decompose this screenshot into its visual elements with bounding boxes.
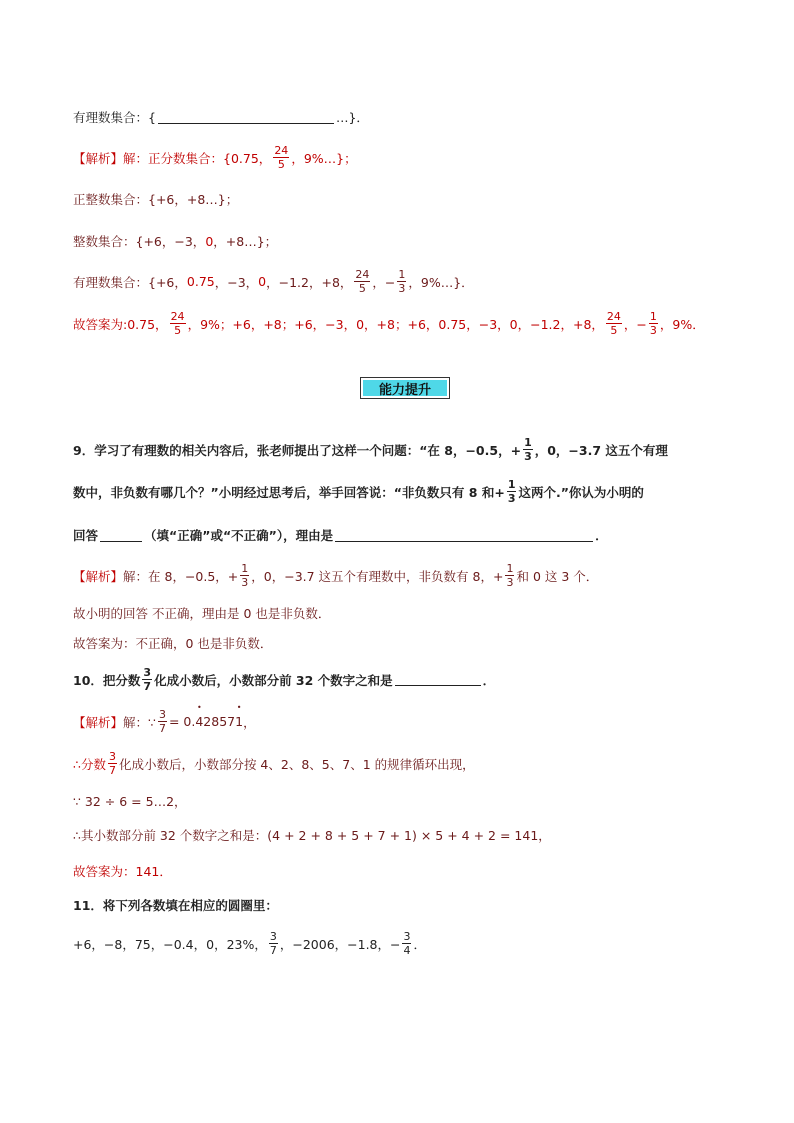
question-11-line-2: +6，−8，75，−0.4，0，23%， $\frac{3}{7}$ ，−2006，−1.8，− $\frac{3}{4}$ ．: [73, 930, 426, 957]
answer-blank[interactable]: [158, 111, 334, 124]
solution-positive-integers: 正整数集合：{+6，+8…}；: [73, 192, 239, 207]
solution-10-line-5: 故答案为：141．: [73, 864, 172, 879]
fraction: $\frac{24}{5}$: [274, 144, 289, 171]
answer-blank[interactable]: [395, 673, 481, 686]
solution-10-line-2: ∴分数 $\frac{3}{7}$ 化成小数后，小数部分按 4、2、8、5、7、1 的规律循环出现，: [73, 750, 475, 777]
fraction: $\frac{3}{7}$: [108, 750, 116, 777]
fraction: $\frac{1}{3}$: [524, 436, 532, 463]
fraction: $\frac{1}{3}$: [398, 268, 406, 295]
analysis-tag: 【解析】: [73, 150, 124, 166]
solution-10-line-4: ∴其小数部分前 32 个数字之和是：(4 + 2 + 8 + 5 + 7 + 1) × 5 + 4 + 2 = 141，: [73, 828, 551, 843]
solution-9-line-3: 故答案为：不正确，0 也是非负数．: [73, 636, 273, 651]
solution-10-line-3: ∵ 32 ÷ 6 = 5…2，: [73, 794, 187, 809]
reason-blank[interactable]: [335, 529, 593, 542]
fraction: $\frac{1}{3}$: [507, 478, 516, 505]
solution-integers: 整数集合：{+6，−3， 0 ，+8…}；: [73, 233, 278, 249]
answer-line-sets: 故答案为: 0.75， $\frac{24}{5}$ ，9%；+6，+8；+6，−3，0，+8；+6，0.75，−3，0，−1.2，+8， $\frac{24}{5}$ ，− $\frac{1}{3}$ ，9%．: [73, 310, 705, 337]
solution-10-line-1: 【解析】 解：∵ $\frac{3}{7}$ = 0. • 4 2857 • 1 ，: [73, 708, 256, 735]
fraction: $\frac{24}{5}$: [170, 310, 185, 337]
question-9-line-2: 数中，非负数有哪几个？”小明经过思考后，举手回答说：“非负数只有 8 和+ $\frac{1}{3}$ 这两个.”你认为小明的: [73, 478, 644, 505]
fraction: $\frac{24}{5}$: [606, 310, 621, 337]
fraction: $\frac{1}{3}$: [241, 562, 249, 589]
solution-positive-fractions: 【解析】 解：正分数集合：{0.75， $\frac{24}{5}$ ，9%…}；: [73, 144, 357, 171]
question-9-line-1: 9．学习了有理数的相关内容后，张老师提出了这样一个问题：“在 8，−0.5，+ $\frac{1}{3}$ ，0，−3.7 这五个有理: [73, 436, 668, 463]
fraction: $\frac{3}{4}$: [403, 930, 411, 957]
repeating-digit-end: • 1: [235, 714, 243, 729]
solution-rationals: 有理数集合：{+6， 0.75 ，−3， 0 ，−1.2，+8， $\frac{24}{5}$ ，− $\frac{1}{3}$ ，9%…}．: [73, 268, 474, 295]
fraction: $\frac{3}{7}$: [269, 930, 277, 957]
fraction: $\frac{3}{7}$: [158, 708, 166, 735]
solution-9-line-1: 【解析】 解：在 8，−0.5，+ $\frac{1}{3}$ ，0，−3.7 这五个有理数中，非负数有 8，+ $\frac{1}{3}$ 和 0 这 3 个．: [73, 562, 599, 589]
question-9-line-3: 回答 （填“正确”或“不正确”），理由是 ．: [73, 528, 608, 543]
fraction: $\frac{24}{5}$: [355, 268, 370, 295]
rational-set-question: 有理数集合：{ …}．: [73, 110, 369, 125]
question-11-line-1: 11．将下列各数填在相应的圆圈里：: [73, 898, 278, 913]
fraction: $\frac{1}{3}$: [649, 310, 657, 337]
analysis-tag: 【解析】: [73, 568, 124, 584]
section-title-ability: 能力提升: [360, 377, 450, 399]
solution-9-line-2: 故小明的回答 不正确，理由是 0 也是非负数．: [73, 606, 331, 621]
repeating-digit-start: • 4: [195, 714, 203, 729]
question-10: 10．把分数 $\frac{3}{7}$ 化成小数后，小数部分前 32 个数字之和是 ．: [73, 666, 496, 693]
analysis-tag: 【解析】: [73, 714, 124, 730]
fraction: $\frac{3}{7}$: [143, 666, 152, 693]
fraction: $\frac{1}{3}$: [506, 562, 514, 589]
answer-blank[interactable]: [100, 529, 142, 542]
